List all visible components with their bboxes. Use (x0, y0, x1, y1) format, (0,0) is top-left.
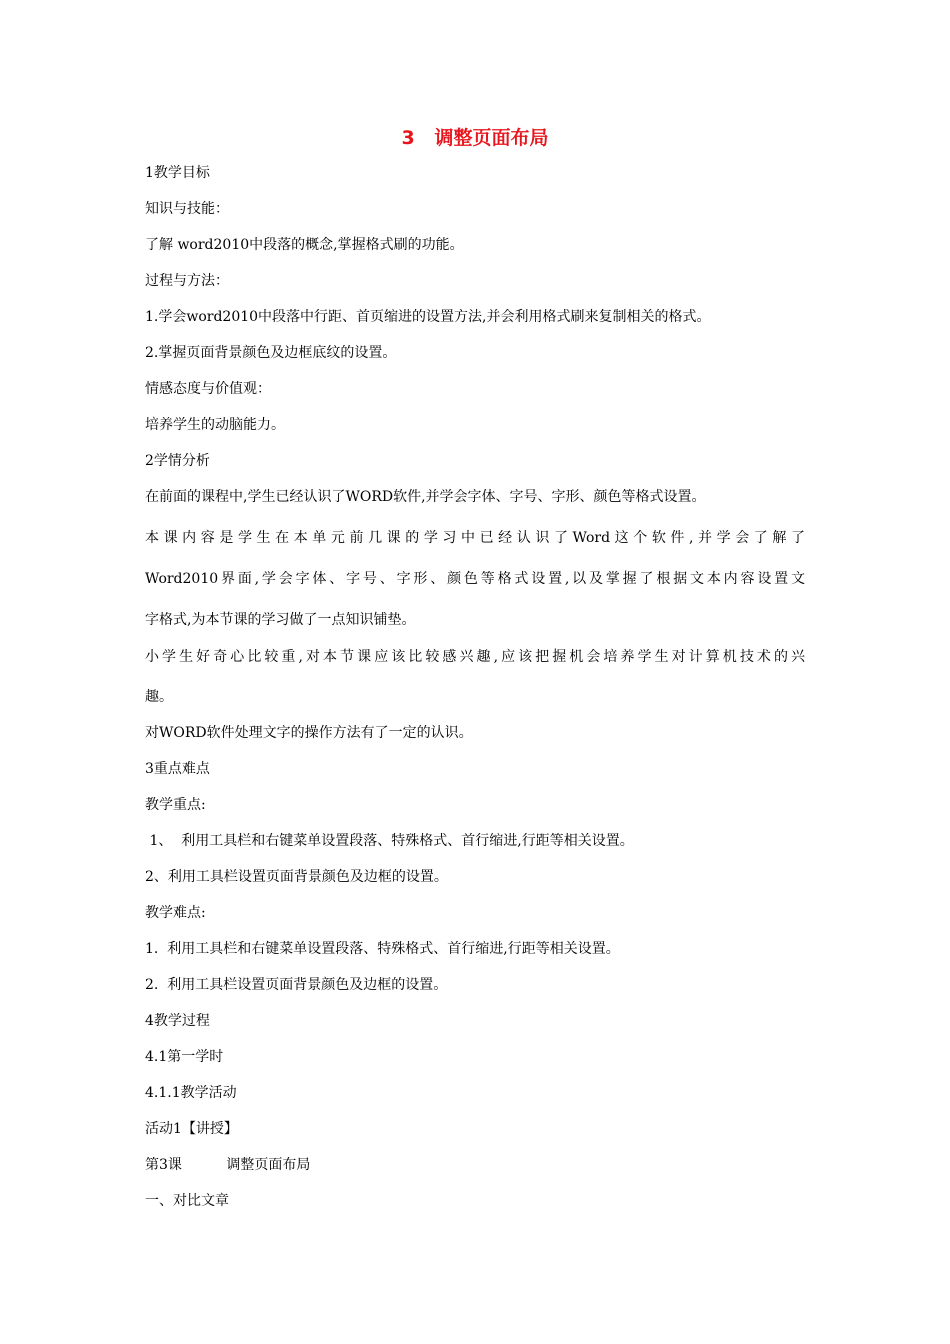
text-line: 情感态度与价值观： (145, 381, 271, 397)
text-line: 2. 利用工具栏设置页面背景颜色及边框的设置。 (145, 977, 448, 993)
text-line: 教学难点: (145, 905, 206, 921)
text-line: Word2010界面,学会字体、字号、字形、颜色等格式设置,以及掌握了根据文本内容设置文 (145, 571, 805, 587)
text-line: 2学情分析 (145, 453, 210, 469)
text-line: 3重点难点 (145, 761, 210, 777)
text-line: 1、 利用工具栏和右键菜单设置段落、特殊格式、首行缩进,行距等相关设置。 (145, 833, 634, 849)
text-line: 1教学目标 (145, 165, 210, 181)
text-line: 2.掌握页面背景颜色及边框底纹的设置。 (145, 345, 397, 361)
text-line: 知识与技能： (145, 201, 229, 217)
text-line: 4教学过程 (145, 1013, 210, 1029)
text-line: 第3课 调整页面布局 (145, 1157, 311, 1173)
text-line: 培养学生的动脑能力。 (145, 417, 285, 433)
text-line: 小学生好奇心比较重,对本节课应该比较感兴趣,应该把握机会培养学生对计算机技术的兴 (145, 649, 805, 665)
text-line: 2、利用工具栏设置页面背景颜色及边框的设置。 (145, 869, 448, 885)
text-line: 过程与方法： (145, 273, 229, 289)
text-line: 了解 word2010中段落的概念,掌握格式刷的功能。 (145, 237, 464, 253)
text-line: 活动1【讲授】 (145, 1121, 238, 1137)
text-line: 1.学会word2010中段落中行距、首页缩进的设置方法,并会利用格式刷来复制相关的格式。 (145, 309, 711, 325)
text-line: 4.1第一学时 (145, 1049, 224, 1065)
text-line: 趣。 (145, 689, 173, 705)
document-title: 3 调整页面布局 (401, 127, 549, 149)
text-line: 一、对比文章 (145, 1193, 229, 1209)
text-line: 4.1.1教学活动 (145, 1085, 237, 1101)
text-line: 在前面的课程中,学生已经认识了WORD软件,并学会字体、字号、字形、颜色等格式设置。 (145, 489, 706, 505)
text-line: 字格式,为本节课的学习做了一点知识铺垫。 (145, 612, 416, 628)
text-line: 1. 利用工具栏和右键菜单设置段落、特殊格式、首行缩进,行距等相关设置。 (145, 941, 620, 957)
text-line: 对WORD软件处理文字的操作方法有了一定的认识。 (145, 725, 473, 741)
text-line: 本课内容是学生在本单元前几课的学习中已经认识了Word这个软件,并学会了解了 (145, 530, 805, 546)
text-line: 教学重点: (145, 797, 206, 813)
